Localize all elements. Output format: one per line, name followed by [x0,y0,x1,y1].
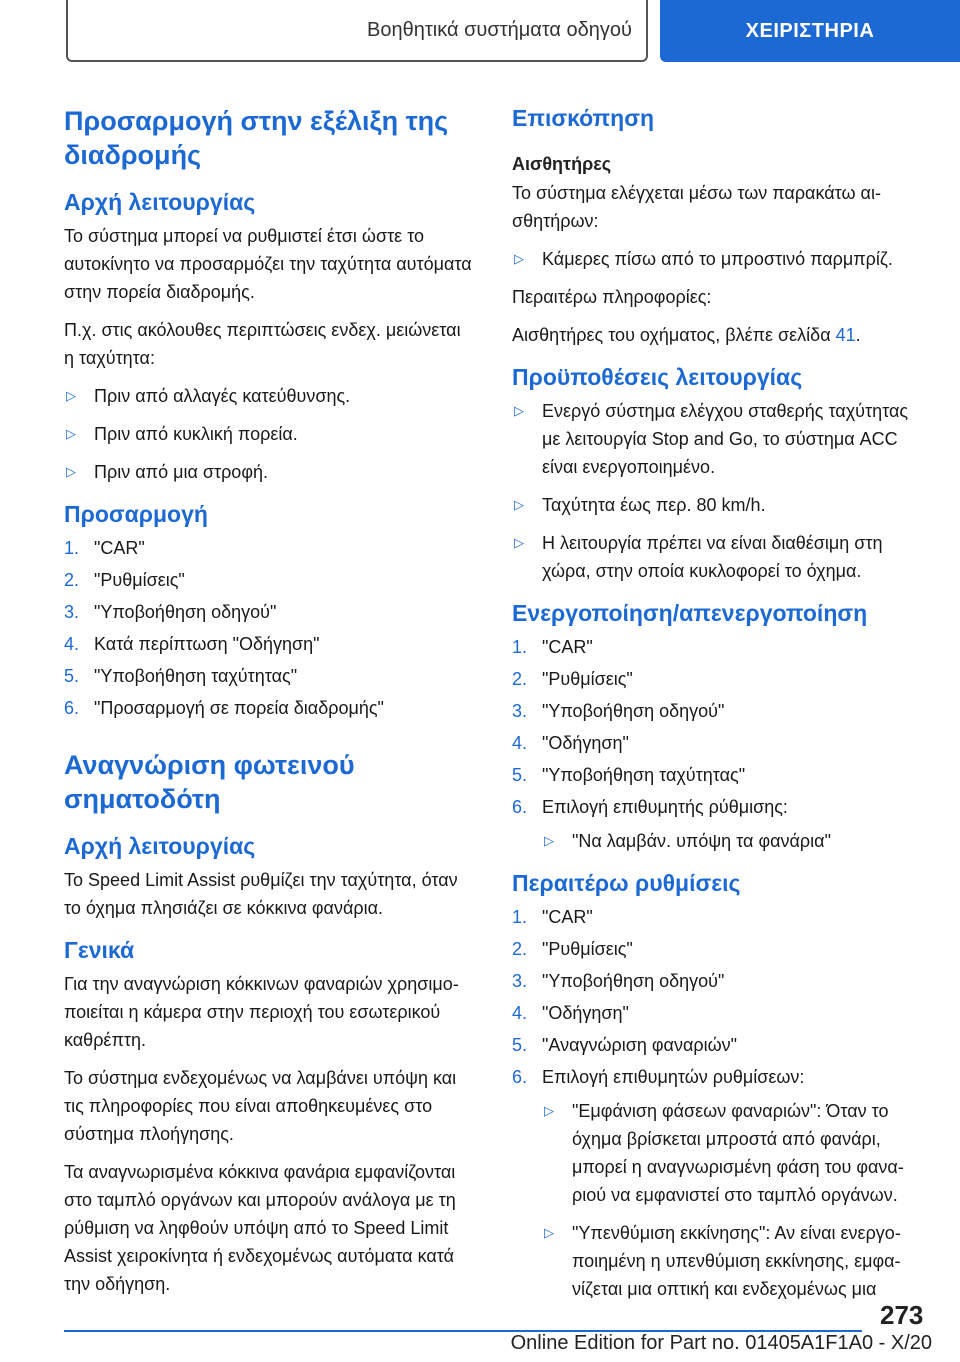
chapter-tab-label: ΧΕΙΡΙΣΤΗΡΙΑ [745,19,875,42]
adapt-steps [64,534,474,722]
triangle-bullet-icon: ▷ [544,1225,554,1240]
step-item: 1. "CAR" [64,538,145,558]
triangle-bullet-icon: ▷ [514,403,524,418]
heading-adapt: Προσαρμογή [64,501,208,527]
step-item: 6. Επιλογή επιθυμητών ρυθμίσεων: [512,1067,805,1087]
triangle-bullet-icon: ▷ [66,464,76,479]
heading-general: Γενικά [64,937,135,963]
list-item: ▷ Ταχύτητα έως περ. 80 km/h. [512,491,927,519]
heading-traffic-light: Αναγνώριση φωτεινού σηματοδότη [64,750,355,814]
heading-adapt-route: Προσαρμογή στην εξέλιξη της διαδρομής [64,106,449,170]
heading-sensors: Αισθητήρες [512,154,612,174]
page-link[interactable]: 41 [835,325,856,345]
section-header [66,0,648,62]
step-item: 4. "Οδήγηση" [512,1003,629,1023]
paragraph-general-2: Το σύστημα ενδεχομένως να λαμβάνει υπόψη και τις πληροφορίες που είναι αποθηκευμένες στο σύστημα πλοήγησης. [64,1068,457,1144]
step-item: 3. "Υποβοήθηση οδηγού" [512,701,725,721]
heading-principle-2: Αρχή λειτουργίας [64,833,256,859]
section-title: Βοηθητικά συστήματα οδηγού [367,18,632,41]
step-item: 2. "Ρυθμίσεις" [64,570,185,590]
list-item: ▷ Πριν από αλλαγές κατεύθυνσης. [64,382,474,410]
right-column [512,104,927,1313]
list-item: ▷ Ενεργό σύστημα ελέγχου σταθερής ταχύτητας με λειτουργία Stop and Go, το σύστημα ACC είναι ενεργοποιημένο. [512,397,927,481]
heading-more-settings: Περαιτέρω ρυθμίσεις [512,870,741,896]
page-number: 273 [880,1300,924,1330]
paragraph-sensors: Το σύστημα ελέγχεται μέσω των παρακάτω αισθητήρων: [512,183,881,231]
paragraph-further-info: Περαιτέρω πληροφορίες: [512,287,712,307]
step-item: 2. "Ρυθμίσεις" [512,939,633,959]
triangle-bullet-icon: ▷ [514,535,524,550]
more-settings-options [542,1097,927,1303]
step-item: 6. Επιλογή επιθυμητής ρύθμισης: [512,797,788,817]
activation-steps [512,633,927,821]
step-item: 3. "Υποβοήθηση οδηγού" [512,971,725,991]
step-item: 1. "CAR" [512,907,593,927]
step-item: 5. "Υποβοήθηση ταχύτητας" [512,765,746,785]
list-item: ▷ Πριν από μια στροφή. [64,458,474,486]
list-item: ▷ "Εμφάνιση φάσεων φαναριών": Όταν το όχημα βρίσκεται μπροστά από φανάρι, μπορεί η αναγνωρισμένη φάση του φαναριού να εμφανιστεί στο ταμπλό οργάνων. [542,1097,927,1209]
step-item: 4. Κατά περίπτωση "Οδήγηση" [64,634,320,654]
paragraph-reference: Αισθητήρες του οχήματος, βλέπε σελίδα 41. [512,325,861,345]
step-item: 2. "Ρυθμίσεις" [512,669,633,689]
left-column [64,104,474,1308]
triangle-bullet-icon: ▷ [66,388,76,403]
paragraph-examples: Π.χ. στις ακόλουθες περιπτώσεις ενδεχ. μειώνεται η ταχύτητα: [64,320,461,368]
step-item: 3. "Υποβοήθηση οδηγού" [64,602,277,622]
examples-list [64,382,474,486]
triangle-bullet-icon: ▷ [514,251,524,266]
triangle-bullet-icon: ▷ [544,833,554,848]
triangle-bullet-icon: ▷ [66,426,76,441]
step-item: 5. "Υποβοήθηση ταχύτητας" [64,666,298,686]
more-settings-steps [512,903,927,1091]
heading-overview: Επισκόπηση [512,105,654,131]
list-item: ▷ "Υπενθύμιση εκκίνησης": Αν είναι ενεργοποιημένη η υπενθύμιση εκκίνησης, εμφανίζεται μια οπτική και ενδεχομένως μια [542,1219,927,1303]
paragraph-principle: Το σύστημα μπορεί να ρυθμιστεί έτσι ώστε το αυτοκίνητο να προσαρμόζει την ταχύτητα αυτόματα στην πορεία διαδρομής. [64,226,472,302]
paragraph-general-1: Για την αναγνώριση κόκκινων φαναριών χρησιμοποιείται η κάμερα στην περιοχή του εσωτερικού καθρέπτη. [64,974,459,1050]
activation-options [542,827,927,855]
list-item: ▷ Η λειτουργία πρέπει να είναι διαθέσιμη στη χώρα, στην οποία κυκλοφορεί το όχημα. [512,529,927,585]
step-item: 4. "Οδήγηση" [512,733,629,753]
edition-footer: Online Edition for Part no. 01405A1F1A0 - X/20 [510,1332,932,1354]
step-item: 1. "CAR" [512,637,593,657]
paragraph-general-3: Τα αναγνωρισμένα κόκκινα φανάρια εμφανίζονται στο ταμπλό οργάνων και μπορούν ανάλογα με τη ρύθμιση να ληφθούν υπόψη από το Speed Limit Assist χειροκίνητα ή ενδεχομένως αυτόματα κατά την οδήγηση. [64,1162,456,1294]
heading-prerequisites: Προϋποθέσεις λειτουργίας [512,364,803,390]
sensors-list [512,245,927,273]
triangle-bullet-icon: ▷ [514,497,524,512]
heading-principle: Αρχή λειτουργίας [64,189,256,215]
heading-activation: Ενεργοποίηση/απενεργοποίηση [512,600,868,626]
triangle-bullet-icon: ▷ [544,1103,554,1118]
list-item: ▷ "Να λαμβάν. υπόψη τα φανάρια" [542,827,927,855]
paragraph-principle-2: Το Speed Limit Assist ρυθμίζει την ταχύτητα, όταν το όχημα πλησιάζει σε κόκκινα φανάρια. [64,870,458,918]
prerequisites-list [512,397,927,585]
list-item: ▷ Πριν από κυκλική πορεία. [64,420,474,448]
step-item: 5. "Αναγνώριση φαναριών" [512,1035,738,1055]
chapter-tab[interactable] [660,0,960,62]
step-item: 6. "Προσαρμογή σε πορεία διαδρομής" [64,698,384,718]
list-item: ▷ Κάμερες πίσω από το μπροστινό παρμπρίζ. [512,245,927,273]
